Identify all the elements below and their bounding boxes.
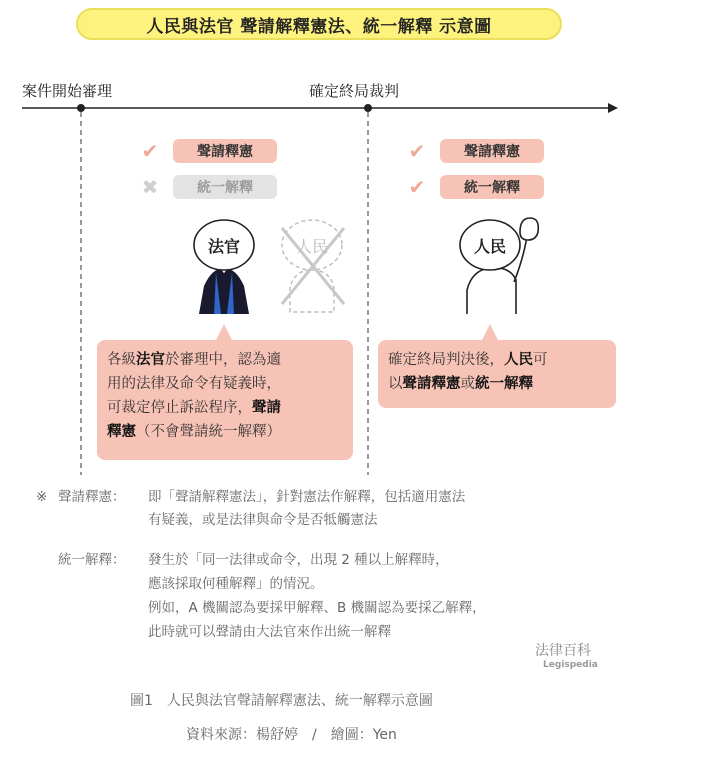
left-bubble-pointer [216,324,232,340]
definition-term-unified: 統一解釋： [58,552,126,568]
cross-icon: ✖ [141,175,159,199]
bubble-text: 各級 [107,352,136,368]
brand-logo-en: Legispedia [543,660,598,670]
raised-fist [520,218,538,240]
bubble-text: 可 [533,352,548,368]
bubble-text: 用的法律及命令有疑義時， [107,376,281,392]
bubble-text: 或 [460,376,475,392]
definition-text: 發生於「同一法律或命令，出現 2 種以上解釋時， [148,552,449,568]
bubble-text: 可裁定停止訴訟程序， [107,400,252,416]
right-bubble-pointer [482,324,498,340]
brand-logo-cn: 法律百科 [535,643,591,659]
left-tag-unified: 統一解釋 [173,175,277,199]
bubble-text: 確定終局判決後， [388,352,504,368]
definition-text: 有疑義，或是法律與命令是否牴觸憲法 [148,512,378,528]
right-tag-unified: 統一解釋 [440,175,544,199]
left-explanation-bubble [97,340,353,460]
bubble-text: 以 [388,376,403,392]
bubble-emphasis: 聲請釋憲 [402,376,461,392]
bubble-emphasis: 釋憲 [107,424,136,440]
left-tag-constitutional: 聲請釋憲 [173,139,277,163]
check-icon: ✔ [141,139,159,163]
bubble-emphasis: 人民 [504,352,533,368]
definition-text: 即「聲請解釋憲法」，針對憲法作解釋，包括適用憲法 [148,489,466,505]
bubble-emphasis: 統一解釋 [475,376,533,392]
people-crossed-label: 人民 [295,237,328,256]
figure-source: 資料來源：楊舒婷 / 繪圖：Yen [186,727,397,743]
people-figure [460,218,538,314]
definition-text: 此時就可以聲請由大法官來作出統一解釋 [148,624,391,640]
bubble-emphasis: 法官 [136,352,165,368]
check-icon: ✔ [408,175,426,199]
people-label: 人民 [473,237,506,256]
definition-text: 應該採取何種解釋」的情況。 [148,576,324,592]
check-icon: ✔ [408,139,426,163]
judge-robe [199,268,249,314]
judge-label: 法官 [207,237,240,256]
right-explanation-bubble [378,340,616,408]
right-tag-constitutional: 聲請釋憲 [440,139,544,163]
definition-term-constitutional: 聲請釋憲： [58,489,126,505]
timeline-end-label: 確定終局裁判 [309,82,400,100]
bubble-emphasis: 聲請 [252,400,281,416]
timeline-start-label: 案件開始審理 [22,82,113,100]
bubble-text: 於審理中，認為適 [165,352,281,368]
note-mark: ※ [36,489,48,505]
definition-text: 例如，A 機關認為要採甲解釋、B 機關認為要採乙解釋， [148,600,486,616]
bubble-text: （不會聲請統一解釋） [136,424,281,440]
diagram-title: 人民與法官 聲請解釋憲法、統一解釋 示意圖 [76,8,562,40]
figure-caption: 圖1 人民與法官聲請解釋憲法、統一解釋示意圖 [130,693,433,709]
